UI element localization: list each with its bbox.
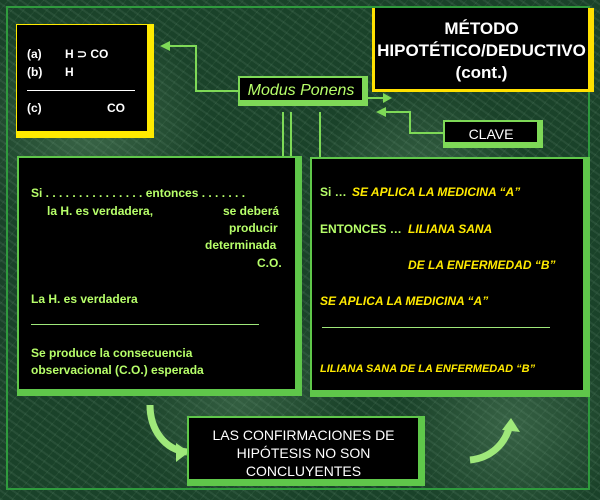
title-line-3: (cont.) bbox=[455, 63, 508, 82]
syllogism-box bbox=[16, 24, 154, 138]
modus-ponens-label: Modus Ponens bbox=[238, 76, 368, 106]
general-divider bbox=[31, 324, 259, 325]
curved-arrow-left bbox=[150, 405, 187, 452]
connector-clave-to-modus bbox=[378, 112, 443, 133]
arrowhead-syllogism bbox=[160, 41, 170, 51]
slide-title bbox=[372, 8, 594, 92]
clave-label: CLAVE bbox=[443, 120, 543, 148]
title-line-1: MÉTODO bbox=[444, 19, 519, 38]
general-line-7: Se produce la consecuencia bbox=[31, 346, 193, 360]
example-line-4: SE APLICA LA MEDICINA “A” bbox=[320, 294, 489, 308]
example-line-2-prefix: ENTONCES … bbox=[320, 222, 402, 236]
curved-arrowhead-right bbox=[502, 418, 520, 432]
curved-arrow-right bbox=[470, 425, 510, 460]
title-line-2: HIPOTÉTICO/DEDUCTIVO bbox=[377, 41, 586, 60]
general-line-3: producir bbox=[229, 221, 278, 235]
general-line-6: La H. es verdadera bbox=[31, 292, 138, 306]
example-divider bbox=[322, 327, 550, 328]
arrowhead-modus bbox=[376, 107, 386, 117]
general-line-5: C.O. bbox=[257, 256, 282, 270]
example-line-1: SE APLICA LA MEDICINA “A” bbox=[352, 185, 521, 199]
connector-modus-to-syllogism bbox=[162, 46, 238, 91]
general-line-4: determinada bbox=[205, 238, 277, 252]
example-line-5: LILIANA SANA DE LA ENFERMEDAD “B” bbox=[320, 363, 536, 375]
general-line-2a: la H. es verdadera, bbox=[47, 204, 154, 218]
general-form-box bbox=[17, 156, 302, 396]
general-line-8: observacional (C.O.) esperada bbox=[31, 363, 204, 377]
example-line-1-prefix: Si … bbox=[320, 185, 347, 199]
conclusion-c-text: CO bbox=[107, 101, 125, 115]
conclusion-c-label: (c) bbox=[27, 101, 42, 115]
premise-b-text: H bbox=[65, 65, 74, 79]
conclusion-line-2: HIPÓTESIS NO SON bbox=[236, 445, 371, 461]
premise-a-label: (a) bbox=[27, 47, 42, 61]
syllogism-divider bbox=[27, 90, 135, 91]
general-line-1: Si . . . . . . . . . . . . . . . entonces . . . . . . . bbox=[31, 186, 246, 200]
conclusion-line-1: LAS CONFIRMACIONES DE bbox=[212, 427, 395, 443]
example-box bbox=[310, 157, 590, 397]
example-line-3: DE LA ENFERMEDAD “B” bbox=[408, 258, 556, 272]
conclusion-box bbox=[187, 416, 425, 486]
arrowhead-title bbox=[383, 93, 392, 103]
general-line-2b: se deberá bbox=[223, 204, 280, 218]
conclusion-line-3: CONCLUYENTES bbox=[245, 463, 362, 479]
example-line-2: LILIANA SANA bbox=[408, 222, 493, 236]
premise-b-label: (b) bbox=[27, 65, 43, 79]
premise-a-text: H ⊃ CO bbox=[65, 47, 109, 61]
